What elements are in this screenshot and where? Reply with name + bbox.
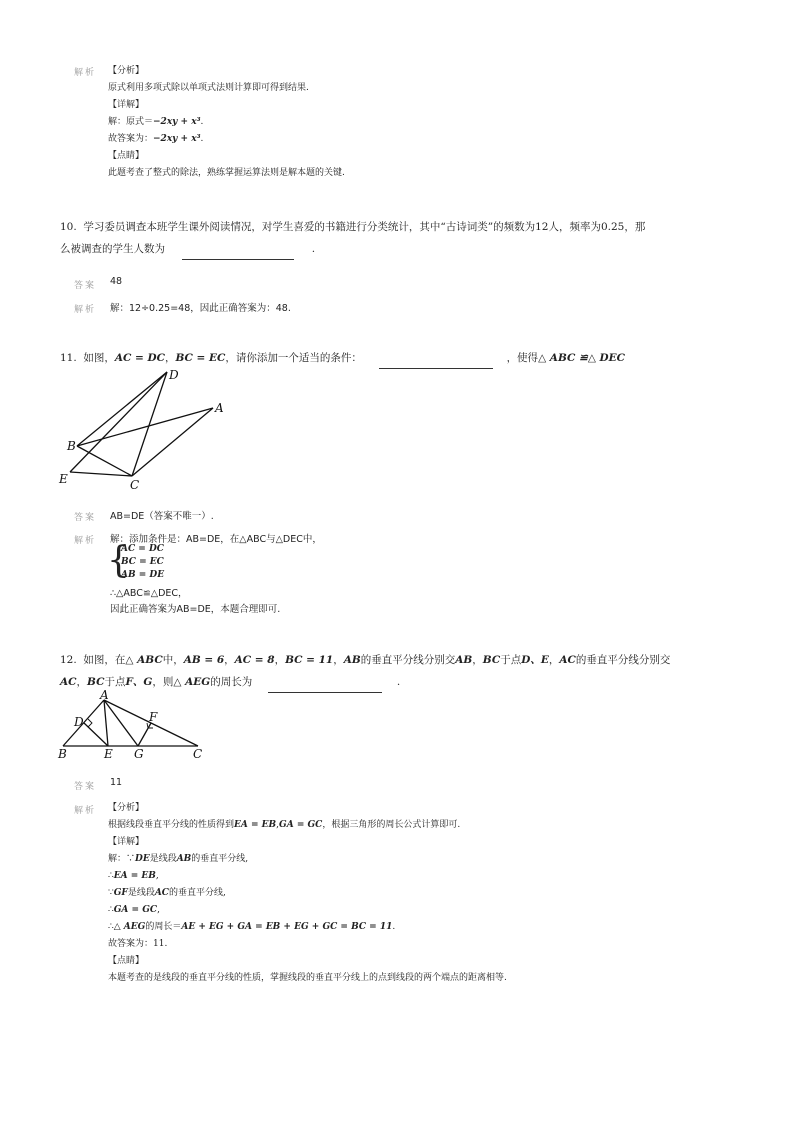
point-label-F: F [149,710,158,724]
math-expr: AE + EG + GA = EB + EG + GC = BC = 11 [181,922,393,932]
math-expr: △ AEG [173,676,211,688]
text-prefix: 故答案为： [108,134,154,144]
solution-line [108,114,203,131]
segment-BA [77,408,213,446]
solution-line [108,851,248,868]
math-expr: AB = 6 [183,654,225,666]
question-text: ，请你添加一个适当的条件： [225,352,362,364]
text: 的垂直平分线, [191,854,249,864]
question-text: ，则 [152,676,174,688]
point-label-A: A [100,690,109,702]
point-label-D: D [74,715,84,729]
question-12-line2: AC，BC于点F、G，则△ AEG的周长为 . [60,671,400,693]
math-expr: AB [176,854,192,864]
math-expr: EA = EB [234,820,277,830]
math-expr: AC = DC [114,352,165,364]
text: ∴ [108,905,114,915]
text: , [276,820,280,830]
math-expr: GA = GC [279,820,323,830]
segment-FG [138,723,151,746]
text: ，根据三角形的周长公式计算即可. [322,820,461,830]
math-expr: EA = EB [113,871,156,881]
text-prefix: 解：原式＝ [108,117,154,127]
segment-DC [132,372,167,476]
solution-label: 解析 [74,305,97,315]
math-expr: △ ABC [125,654,163,666]
question-text: 的垂直平分线分别交 [360,654,456,666]
question-text: 的垂直平分线分别交 [575,654,671,666]
q12-figure [55,690,215,762]
question-10-line2 [60,238,315,260]
solution-line [108,131,203,148]
system-eq-1: AC = DC [121,544,164,554]
math-expr: DE [135,854,150,864]
solution-text: 解：添加条件是：AB=DE，在△ABC与△DEC中， [110,534,322,545]
period: . [311,243,316,255]
question-text: 中， [162,654,184,666]
right-angle-D [88,719,92,727]
solution-label: 解析 [74,806,97,816]
text: ∴ [108,922,114,932]
solution-line [108,902,160,919]
point-label-A: A [215,401,224,415]
text: . [392,922,396,932]
solution-text: ∴△ABC≌△DEC， [110,588,188,599]
answer-text: 11 [110,777,123,788]
point-label-E: E [59,472,68,486]
detail-tag: 【详解】 [108,100,145,110]
math-expr: BC [87,676,105,688]
math-expr: BC = 11 [285,654,334,666]
separator: ， [164,352,176,364]
analysis-text [108,817,460,834]
remark-tag: 【点睛】 [108,956,145,966]
answer-blank[interactable] [379,368,493,369]
segment-DB [77,372,167,446]
brace: { [107,540,130,581]
q11-figure [55,362,235,492]
math-expr: F、G [125,676,153,688]
math-expr: GF [113,888,128,898]
segment-AE [104,700,108,746]
math-expr: GA = GC [113,905,158,915]
answer-blank[interactable] [182,259,294,260]
answer-blank[interactable] [268,692,382,693]
answer-text: 48 [110,276,123,287]
text: 的周长＝ [145,922,182,932]
point-label-C: C [130,478,140,492]
question-text: 于点 [500,654,522,666]
text: 解：∵ [108,854,136,864]
question-text: 如图， [83,352,115,364]
segment-AG [104,700,138,746]
question-text: 么被调查的学生人数为 [60,243,165,255]
answer-label: 答案 [74,513,97,523]
analysis-tag: 【分析】 [108,66,145,76]
question-12: 12. 如图，在△ ABC中，AB = 6，AC = 8，BC = 11，AB的垂直平分线分别交AB，BC于点D、E，AC的垂直平分线分别交 [60,654,671,666]
math-expr: △ AEG [113,922,146,932]
text: ∴ [108,871,114,881]
math-expr: △ ABC ≌△ DEC [538,352,626,364]
analysis-tag: 【分析】 [108,803,145,813]
segment-ED [70,372,167,472]
detail-tag: 【详解】 [108,837,145,847]
text-suffix: . [200,134,204,144]
system-eq-3: AB = DE [121,570,165,580]
math-expr: AC [60,676,77,688]
system-eq-2: BC = EC [121,557,164,567]
answer-text: AB=DE（答案不唯一）. [110,511,214,522]
math-expr: AC [154,888,169,898]
text: , [157,905,160,915]
solution-text: 解：12÷0.25=48，因此正确答案为：48. [110,303,291,314]
math-expr: AC = 8 [234,654,275,666]
solution-line: 故答案为：11. [108,939,168,949]
question-number: 10. [60,221,77,233]
segment-DE [84,723,108,746]
text-suffix: . [200,117,204,127]
math-expr: D、E [521,654,549,666]
question-text: ，使得 [506,352,539,364]
math-expr: AB [343,654,361,666]
remark-text: 本题考查的是线段的垂直平分线的性质，掌握线段的垂直平分线上的点到线段的两个端点的距离相等. [108,973,507,983]
solution-text: 因此正确答案为AB=DE，本题合理即可. [110,604,281,615]
solution-label: 解析 [74,68,97,78]
point-label-D: D [169,368,179,382]
analysis-text: 原式利用多项式除以单项式法则计算即可得到结果. [108,83,309,93]
point-label-B: B [58,747,67,761]
math-expr: BC [482,654,501,666]
question-number: 11. [60,352,77,364]
point-label-G: G [134,747,144,761]
question-text: 学习委员调查本班学生课外阅读情况，对学生喜爱的书籍进行分类统计，其中“古诗词类”的频数为12人，频率为0.25，那 [83,221,646,233]
math-expr: AB [455,654,473,666]
text: 是线段 [127,888,155,898]
question-text: 于点 [104,676,126,688]
segment-AC [132,408,213,476]
text: ∵ [108,888,114,898]
math-expr: −2xy + x³ [153,117,201,127]
math-expr: −2xy + x³ [153,134,201,144]
answer-label: 答案 [74,782,97,792]
question-number: 12. [60,654,77,666]
point-label-B: B [67,439,76,453]
question-text: 的周长为 [210,676,253,688]
text: 的垂直平分线, [168,888,226,898]
segment-EC [70,472,132,476]
text: 根据线段垂直平分线的性质得到 [108,820,235,830]
solution-line [108,868,159,885]
segment-BC [77,446,132,476]
solution-label: 解析 [74,536,97,546]
text: 是线段 [149,854,177,864]
point-label-C: C [193,747,203,761]
math-expr: AC [559,654,576,666]
solution-line [108,885,226,902]
text: , [155,871,159,881]
math-expr: BC = EC [175,352,226,364]
period: . [396,676,401,688]
point-label-E: E [104,747,113,761]
remark-text: 此题考查了整式的除法，熟练掌握运算法则是解本题的关键. [108,168,345,178]
question-text: 如图，在 [83,654,126,666]
solution-line [108,919,395,936]
answer-label: 答案 [74,281,97,291]
question-10 [60,216,645,238]
remark-tag: 【点睛】 [108,151,145,161]
